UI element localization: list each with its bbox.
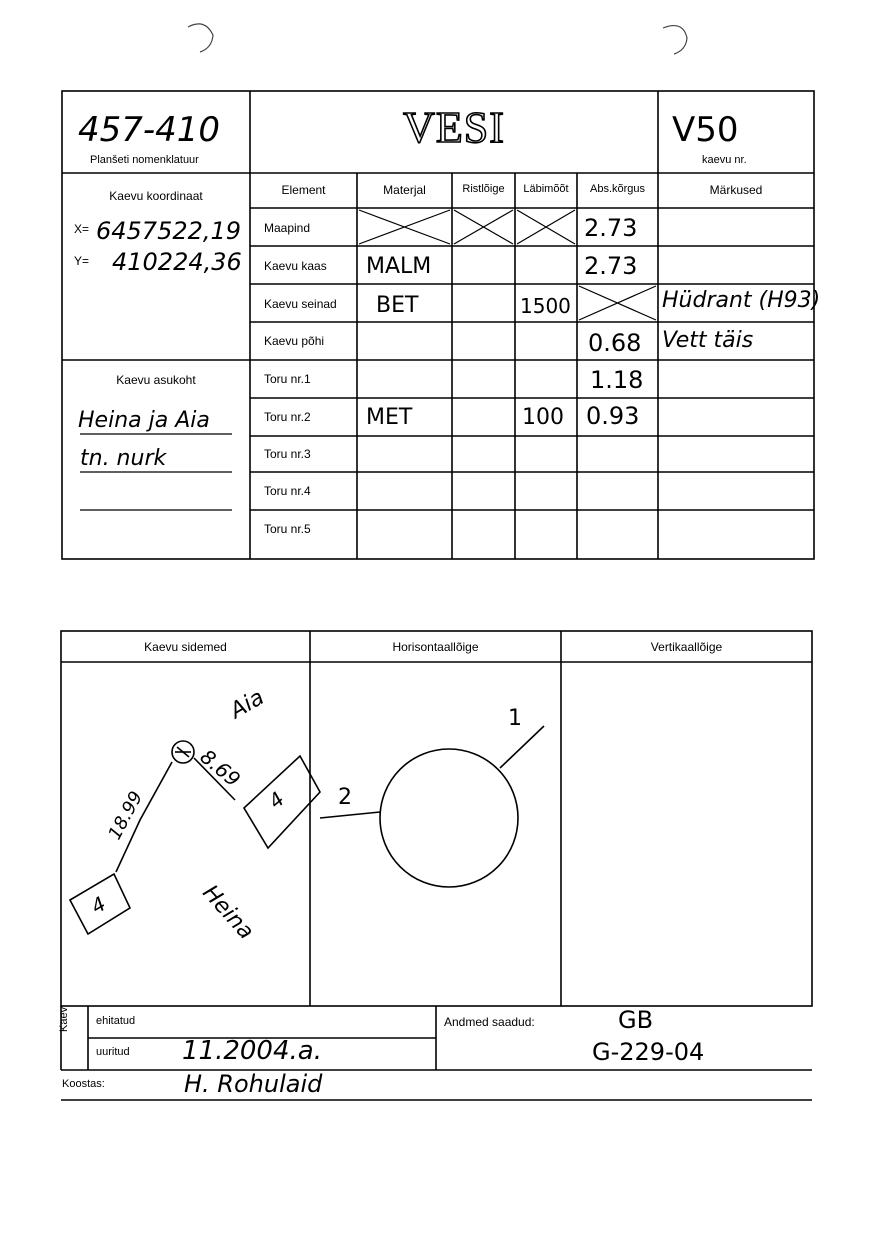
data-label: Andmed saadud: bbox=[444, 1015, 535, 1029]
street-aia: Aia bbox=[226, 685, 269, 724]
y-label: Y= bbox=[74, 254, 90, 268]
material-seinad: BET bbox=[376, 293, 419, 318]
sheet-label: Planšeti nomenklatuur bbox=[90, 154, 199, 166]
header-diameter: Läbimõõt bbox=[523, 183, 569, 195]
well-number: V50 bbox=[672, 110, 739, 150]
element-kaevu-kaas: Kaevu kaas bbox=[264, 259, 327, 273]
location-line2: tn. nurk bbox=[80, 446, 167, 471]
header-notes: Märkused bbox=[709, 183, 763, 197]
notes-seinad: Hüdrant (H93) bbox=[662, 288, 821, 313]
pipe-label-1: 1 bbox=[508, 706, 522, 731]
compiled-label: Koostas: bbox=[62, 1078, 105, 1090]
header-horisontaallõige: Horisontaallõige bbox=[392, 640, 479, 654]
header-cross: Ristlõige bbox=[462, 183, 505, 195]
element-toru-3: Toru nr.3 bbox=[264, 447, 311, 461]
side-label-kaev: Kaev bbox=[58, 1006, 70, 1032]
location-label: Kaevu asukoht bbox=[116, 373, 196, 387]
page-title: VESI bbox=[403, 103, 505, 152]
element-kaevu-seinad: Kaevu seinad bbox=[264, 297, 337, 311]
notes-pohi: Vett täis bbox=[662, 328, 754, 353]
distance-label-2: 18.99 bbox=[104, 787, 148, 844]
street-heina: Heina bbox=[197, 880, 259, 945]
x-label: X= bbox=[74, 222, 90, 236]
header-kaevu-sidemed: Kaevu sidemed bbox=[144, 640, 227, 654]
element-toru-1: Toru nr.1 bbox=[264, 372, 311, 386]
abs-kaas: 2.73 bbox=[584, 252, 638, 280]
pipe-label-2: 2 bbox=[338, 785, 352, 810]
compiled-value: H. Rohulaid bbox=[184, 1070, 323, 1098]
element-maapind: Maapind bbox=[264, 221, 311, 235]
distance-label-1: 8.69 bbox=[195, 744, 246, 792]
abs-maapind: 2.73 bbox=[584, 214, 638, 242]
header-vertikaallõige: Vertikaallõige bbox=[650, 640, 723, 654]
abs-toru-2: 0.93 bbox=[586, 402, 640, 430]
checked-value: 11.2004.a. bbox=[182, 1036, 322, 1066]
abs-pohi: 0.68 bbox=[588, 329, 642, 357]
header-material: Materjal bbox=[383, 183, 426, 197]
header-element: Element bbox=[281, 183, 326, 197]
material-kaas: MALM bbox=[366, 254, 432, 279]
sheet-number: 457-410 bbox=[78, 110, 221, 150]
x-value: 6457522,19 bbox=[96, 217, 242, 245]
material-toru-2: MET bbox=[366, 405, 413, 430]
header-abs: Abs.kõrgus bbox=[589, 183, 646, 195]
element-toru-2: Toru nr.2 bbox=[264, 410, 311, 424]
building-label-2: 4 bbox=[86, 891, 110, 919]
well-number-label: kaevu nr. bbox=[702, 154, 747, 166]
element-toru-4: Toru nr.4 bbox=[264, 484, 311, 498]
data-value-2: G-229-04 bbox=[592, 1038, 705, 1066]
y-value: 410224,36 bbox=[112, 248, 242, 276]
element-kaevu-pohi: Kaevu põhi bbox=[264, 334, 325, 348]
location-line1: Heina ja Aia bbox=[78, 408, 210, 433]
abs-toru-1: 1.18 bbox=[590, 366, 644, 394]
data-value-1: GB bbox=[618, 1006, 654, 1034]
coords-label: Kaevu koordinaat bbox=[109, 189, 203, 203]
building-label-1: 4 bbox=[263, 786, 289, 814]
diameter-toru-2: 100 bbox=[522, 405, 564, 430]
checked-label: uuritud bbox=[96, 1046, 130, 1058]
diameter-seinad: 1500 bbox=[520, 294, 571, 318]
element-toru-5: Toru nr.5 bbox=[264, 522, 311, 536]
built-label: ehitatud bbox=[96, 1015, 136, 1027]
